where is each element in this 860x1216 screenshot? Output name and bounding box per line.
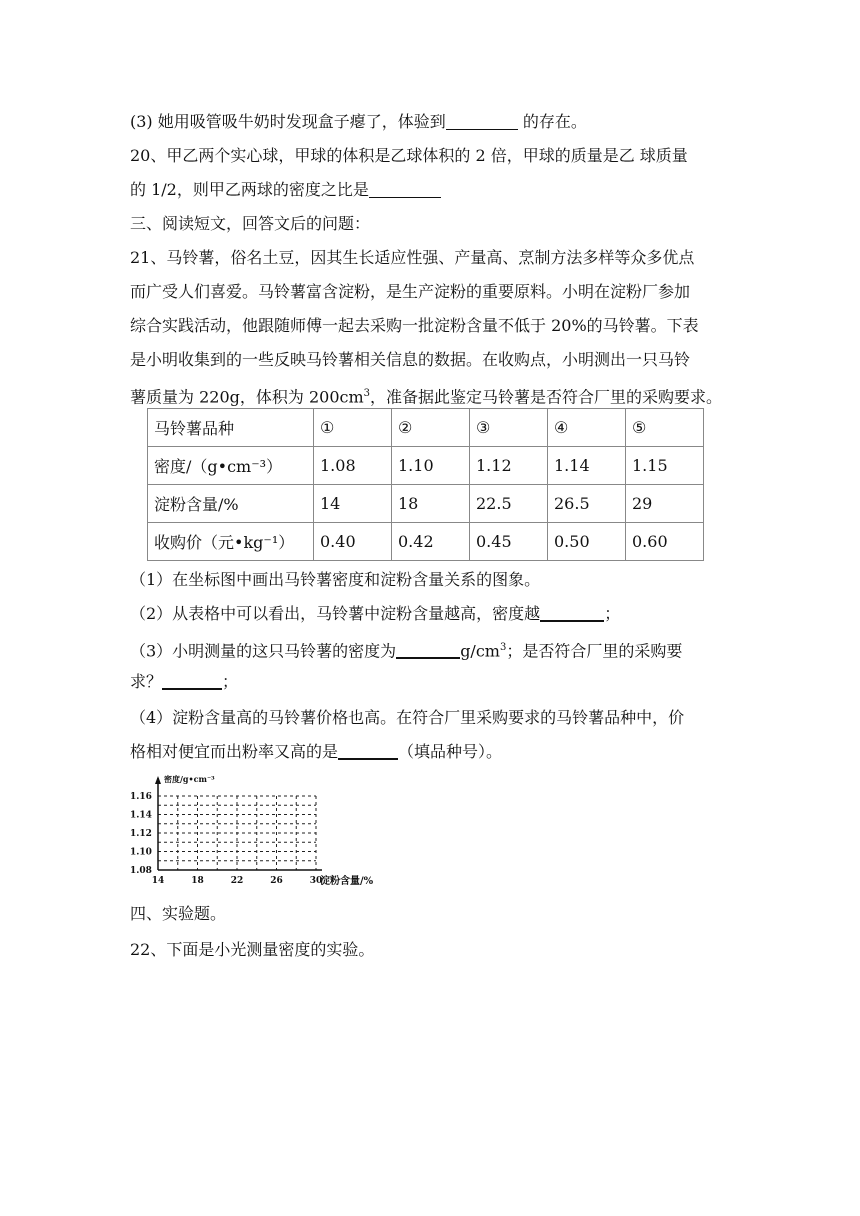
q21-paragraph-line1: 21、马铃薯，俗名土豆，因其生长适应性强、产量高、烹制方法多样等众多优点	[130, 248, 695, 267]
table-cell: ③	[470, 409, 548, 447]
q21-sub2: （2）从表格中可以看出，马铃薯中淀粉含量越高，密度越 ；	[130, 604, 621, 623]
x-tick-labels	[152, 876, 323, 886]
table-cell: 26.5	[548, 485, 626, 523]
x-tick-label: 18	[191, 876, 204, 886]
table-cell: 1.08	[314, 447, 392, 485]
q20-line1: 20、甲乙两个实心球，甲球的体积是乙球体积的 2 倍，甲球的质量是乙 球质量	[130, 146, 688, 165]
answer-blank[interactable]	[162, 672, 222, 690]
y-tick-label: 1.14	[130, 810, 152, 821]
table-cell: 1.15	[626, 447, 704, 485]
answer-blank[interactable]	[396, 641, 460, 659]
x-tick-label: 26	[270, 876, 283, 886]
table-cell: 淀粉含量/%	[148, 485, 314, 523]
table-cell: 0.42	[392, 523, 470, 561]
q21-sub1: （1）在坐标图中画出马铃薯密度和淀粉含量关系的图象。	[130, 570, 541, 589]
y-tick-label: 1.12	[130, 829, 152, 839]
answer-blank[interactable]	[540, 604, 604, 622]
potato-data-table	[147, 408, 704, 561]
section-3-heading: 三、阅读短文，回答文后的问题：	[130, 214, 371, 233]
table-cell: 0.50	[548, 523, 626, 561]
chart-grid	[158, 796, 316, 870]
q21-sub4: （4）淀粉含量高的马铃薯价格也高。在符合厂里采购要求的马铃薯品种中，价	[130, 708, 685, 727]
table-cell: ②	[392, 409, 470, 447]
y-axis-arrow	[155, 776, 161, 784]
table-cell: ①	[314, 409, 392, 447]
x-axis-label: 淀粉含量/%	[320, 876, 374, 887]
q21-paragraph-line3: 综合实践活动，他跟随师傅一起去采购一批淀粉含量不低于 20%的马铃薯。下表	[130, 316, 699, 335]
q22-text: 22、下面是小光测量密度的实验。	[130, 940, 375, 959]
table-row	[148, 447, 704, 485]
table-cell: ④	[548, 409, 626, 447]
table-cell: 18	[392, 485, 470, 523]
section-4-heading: 四、实验题。	[130, 904, 227, 923]
q21-paragraph-line5: 薯质量为 220g，体积为 $200cm^3$，准备据此鉴定马铃薯是否符合厂里的采购要求。	[130, 387, 723, 407]
table-cell: 1.14	[548, 447, 626, 485]
table-cell: 收购价（元•kg⁻¹）	[148, 523, 314, 561]
table-cell: 1.10	[392, 447, 470, 485]
table-cell: 1.12	[470, 447, 548, 485]
table-cell: 22.5	[470, 485, 548, 523]
chart-axes	[155, 776, 322, 870]
table-header-row	[148, 409, 704, 447]
q21-paragraph-line4: 是小明收集到的一些反映马铃薯相关信息的数据。在收购点，小明测出一只马铃	[130, 350, 691, 369]
table-cell: 0.40	[314, 523, 392, 561]
table-cell: 0.60	[626, 523, 704, 561]
y-tick-label: 1.10	[130, 847, 152, 858]
table-cell: 29	[626, 485, 704, 523]
y-tick-labels	[130, 792, 152, 876]
q21-paragraph-line2: 而广受人们喜爱。马铃薯富含淀粉，是生产淀粉的重要原料。小明在淀粉厂参加	[130, 282, 691, 301]
q21-sub4-cont: 格相对便宜而出粉率又高的是 （填品种号）。	[130, 742, 503, 761]
x-tick-label: 22	[230, 876, 244, 886]
table-row	[148, 485, 704, 523]
q19-part3: (3) 她用吸管吸牛奶时发现盒子瘪了，体验到 的存在。	[130, 112, 587, 131]
q21-sub3: （3）小明测量的这只马铃薯的密度为 $g/cm^3$；是否符合厂里的采购要	[130, 641, 683, 661]
table-cell: 马铃薯品种	[148, 409, 314, 447]
answer-blank[interactable]	[369, 181, 441, 198]
table-cell: 14	[314, 485, 392, 523]
x-tick-label: 14	[151, 876, 165, 886]
q20-line2: 的 1/2，则甲乙两球的密度之比是	[130, 180, 441, 200]
x-tick-label: 30	[309, 876, 323, 886]
answer-blank[interactable]	[338, 742, 398, 760]
y-tick-label: 1.08	[130, 866, 152, 876]
density-starch-chart[interactable]	[128, 770, 398, 892]
table-cell: 0.45	[470, 523, 548, 561]
table-row	[148, 523, 704, 561]
q21-sub3-cont: 求？ ；	[130, 672, 239, 691]
y-tick-label: 1.16	[130, 792, 152, 802]
answer-blank[interactable]	[446, 113, 518, 130]
table-cell: 密度/（g•cm⁻³）	[148, 447, 314, 485]
y-axis-label: 密度/g•cm⁻³	[164, 774, 215, 784]
table-cell: ⑤	[626, 409, 704, 447]
